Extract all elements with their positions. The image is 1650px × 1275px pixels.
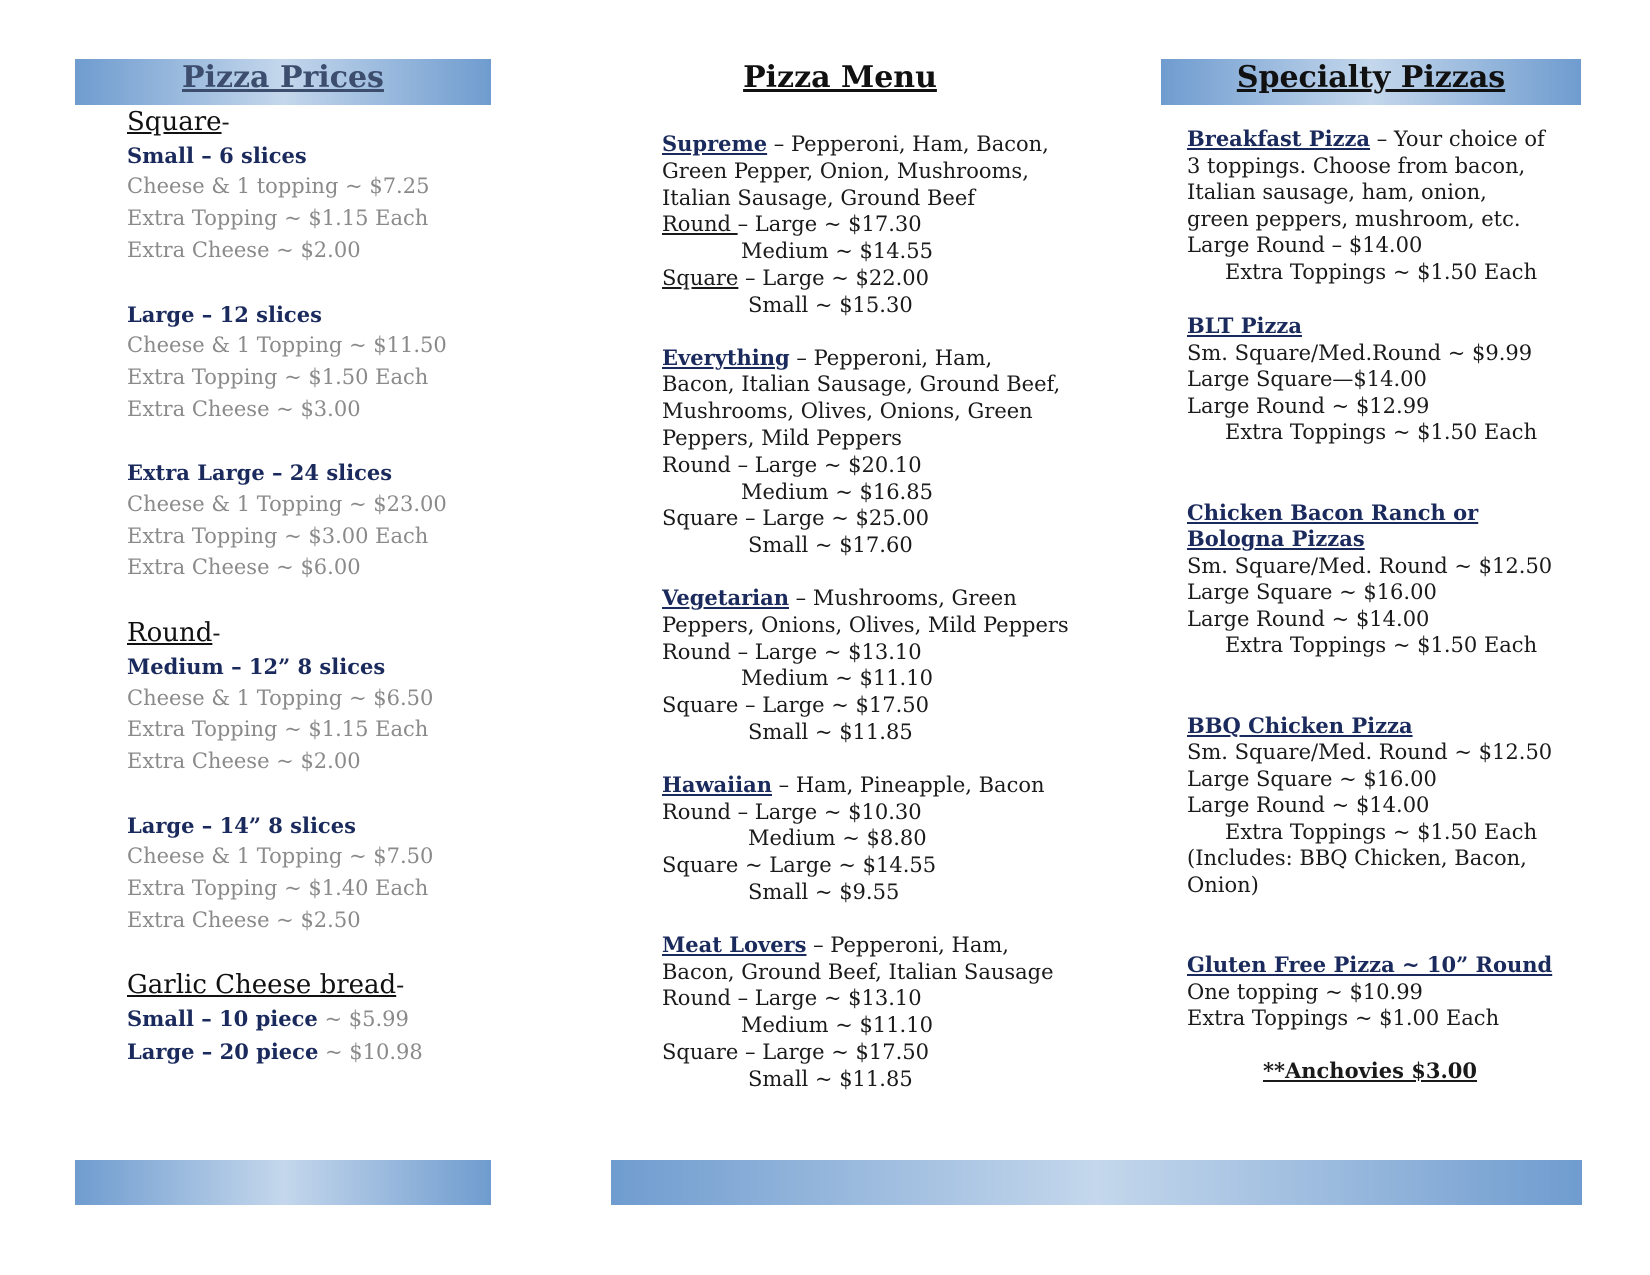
square-small-line: Small ~ $9.55 xyxy=(748,879,900,904)
menu-item-hawaiian: Hawaiian – Ham, Pineapple, Bacon xyxy=(662,771,1045,797)
specialty-pizzas-title: Specialty Pizzas xyxy=(1236,60,1506,95)
menu-desc-line: Bacon, Italian Sausage, Ground Beef, xyxy=(662,372,1061,397)
square-large-line: Square – Large ~ $22.00 xyxy=(662,265,929,290)
footer-band-left xyxy=(75,1160,491,1205)
small-6-slices-heading: Small – 6 slices xyxy=(127,142,307,168)
menu-item-meat-lovers: Meat Lovers – Pepperoni, Ham, xyxy=(662,931,1009,957)
specialty-breakfast: Breakfast Pizza – Your choice of xyxy=(1187,126,1545,151)
extra-toppings-line: Extra Toppings ~ $1.50 Each xyxy=(1225,633,1538,657)
price-line: Extra Topping ~ $1.50 Each xyxy=(127,364,429,389)
menu-desc-line: Peppers, Mild Peppers xyxy=(662,425,902,450)
price-line: Extra Cheese ~ $6.00 xyxy=(127,555,361,580)
specialty-line: One topping ~ $10.99 xyxy=(1187,979,1423,1004)
menu-desc-line: Bacon, Ground Beef, Italian Sausage xyxy=(662,959,1054,984)
menu-item-supreme: Supreme – Pepperoni, Ham, Bacon, xyxy=(662,131,1049,156)
round-medium-line: Medium ~ $14.55 xyxy=(741,239,933,264)
specialty-note: Onion) xyxy=(1187,872,1259,897)
square-heading: Square- xyxy=(127,107,230,137)
price-line: Extra Topping ~ $3.00 Each xyxy=(127,523,429,548)
specialty-blt: BLT Pizza xyxy=(1187,313,1302,338)
square-small-line: Small ~ $17.60 xyxy=(748,533,913,558)
round-medium-line: Medium ~ $8.80 xyxy=(748,826,927,851)
specialty-line: Sm. Square/Med.Round ~ $9.99 xyxy=(1187,340,1533,365)
specialty-line: Italian sausage, ham, onion, xyxy=(1187,180,1487,204)
menu-desc-line: Mushrooms, Olives, Onions, Green xyxy=(662,399,1033,424)
extra-toppings-line: Extra Toppings ~ $1.50 Each xyxy=(1225,819,1538,844)
square-large-line: Square – Large ~ $25.00 xyxy=(662,506,929,531)
medium-12in-heading: Medium – 12” 8 slices xyxy=(127,653,386,679)
specialty-line: Large Square—$14.00 xyxy=(1187,367,1427,391)
specialty-line: Large Round ~ $12.99 xyxy=(1187,393,1430,418)
price-line: Cheese & 1 Topping ~ $23.00 xyxy=(127,492,447,517)
square-small-line: Small ~ $11.85 xyxy=(748,1066,913,1091)
round-medium-line: Medium ~ $16.85 xyxy=(741,479,933,504)
round-large-line: Round – Large ~ $13.10 xyxy=(662,986,922,1011)
specialty-line: Large Round ~ $14.00 xyxy=(1187,793,1430,817)
specialty-line: Extra Toppings ~ $1.00 Each xyxy=(1187,1006,1500,1030)
extra-large-24-slices-heading: Extra Large – 24 slices xyxy=(127,460,393,486)
specialty-line: Sm. Square/Med. Round ~ $12.50 xyxy=(1187,740,1553,764)
round-medium-line: Medium ~ $11.10 xyxy=(741,1013,933,1038)
specialty-bologna: Bologna Pizzas xyxy=(1187,526,1365,551)
large-14in-heading: Large – 14” 8 slices xyxy=(127,812,356,838)
square-small-line: Small ~ $11.85 xyxy=(748,719,913,744)
price-line: Extra Cheese ~ $2.00 xyxy=(127,237,361,262)
menu-item-vegetarian: Vegetarian – Mushrooms, Green xyxy=(662,584,1017,610)
extra-toppings-line: Extra Toppings ~ $1.50 Each xyxy=(1225,259,1538,284)
pizza-prices-title: Pizza Prices xyxy=(182,60,384,95)
pizza-prices-column xyxy=(127,107,527,1069)
menu-item-everything: Everything – Pepperoni, Ham, xyxy=(662,344,993,370)
round-large-line: Round – Large ~ $20.10 xyxy=(662,452,922,477)
specialty-line: Sm. Square/Med. Round ~ $12.50 xyxy=(1187,553,1553,578)
specialty-line: Large Round ~ $14.00 xyxy=(1187,606,1430,631)
price-line: Cheese & 1 Topping ~ $11.50 xyxy=(127,333,447,358)
round-large-line: Round – Large ~ $10.30 xyxy=(662,799,922,824)
large-12-slices-heading: Large – 12 slices xyxy=(127,301,322,327)
pizza-menu-title: Pizza Menu xyxy=(743,60,937,95)
garlic-large-line: Large – 20 piece ~ $10.98 xyxy=(127,1038,423,1064)
specialty-line: 3 toppings. Choose from bacon, xyxy=(1187,153,1526,178)
price-line: Extra Topping ~ $1.40 Each xyxy=(127,876,429,901)
price-line: Cheese & 1 topping ~ $7.25 xyxy=(127,174,430,199)
specialty-note: (Includes: BBQ Chicken, Bacon, xyxy=(1187,846,1527,870)
garlic-cheese-bread-heading: Garlic Cheese bread- xyxy=(127,970,405,1001)
price-line: Cheese & 1 Topping ~ $7.50 xyxy=(127,844,434,869)
specialty-line: Large Square ~ $16.00 xyxy=(1187,580,1437,604)
square-large-line: Square – Large ~ $17.50 xyxy=(662,1039,929,1064)
extra-toppings-line: Extra Toppings ~ $1.50 Each xyxy=(1225,420,1538,444)
price-line: Extra Topping ~ $1.15 Each xyxy=(127,717,429,742)
specialty-bbq-chicken: BBQ Chicken Pizza xyxy=(1187,712,1413,738)
price-line: Extra Cheese ~ $2.50 xyxy=(127,907,361,932)
garlic-small-line: Small – 10 piece ~ $5.99 xyxy=(127,1006,409,1032)
round-large-line: Round – Large ~ $17.30 xyxy=(662,212,922,237)
price-line: Extra Topping ~ $1.15 Each xyxy=(127,206,429,231)
price-line: Extra Cheese ~ $2.00 xyxy=(127,748,361,773)
anchovies-note: **Anchovies $3.00 xyxy=(1263,1057,1478,1083)
pizza-menu-column xyxy=(662,131,1082,1093)
round-medium-line: Medium ~ $11.10 xyxy=(741,666,933,691)
round-heading: Round- xyxy=(127,618,221,649)
specialty-line: Large Square ~ $16.00 xyxy=(1187,766,1437,791)
price-line: Extra Cheese ~ $3.00 xyxy=(127,396,361,421)
specialty-gluten-free: Gluten Free Pizza ~ 10” Round xyxy=(1187,952,1553,977)
square-large-line: Square ~ Large ~ $14.55 xyxy=(662,853,937,878)
specialty-line: green peppers, mushroom, etc. xyxy=(1187,206,1521,231)
footer-band-right xyxy=(611,1160,1582,1205)
round-large-line: Round – Large ~ $13.10 xyxy=(662,639,922,664)
specialty-line: Large Round – $14.00 xyxy=(1187,233,1423,257)
specialty-pizzas-column xyxy=(1187,126,1607,1084)
square-large-line: Square – Large ~ $17.50 xyxy=(662,693,929,718)
menu-desc-line: Peppers, Onions, Olives, Mild Peppers xyxy=(662,612,1069,637)
square-small-line: Small ~ $15.30 xyxy=(748,292,913,317)
price-line: Cheese & 1 Topping ~ $6.50 xyxy=(127,685,434,710)
menu-desc-line: Green Pepper, Onion, Mushrooms, xyxy=(662,158,1029,183)
specialty-chicken-bacon-ranch: Chicken Bacon Ranch or xyxy=(1187,499,1479,525)
menu-desc-line: Italian Sausage, Ground Beef xyxy=(662,185,976,210)
